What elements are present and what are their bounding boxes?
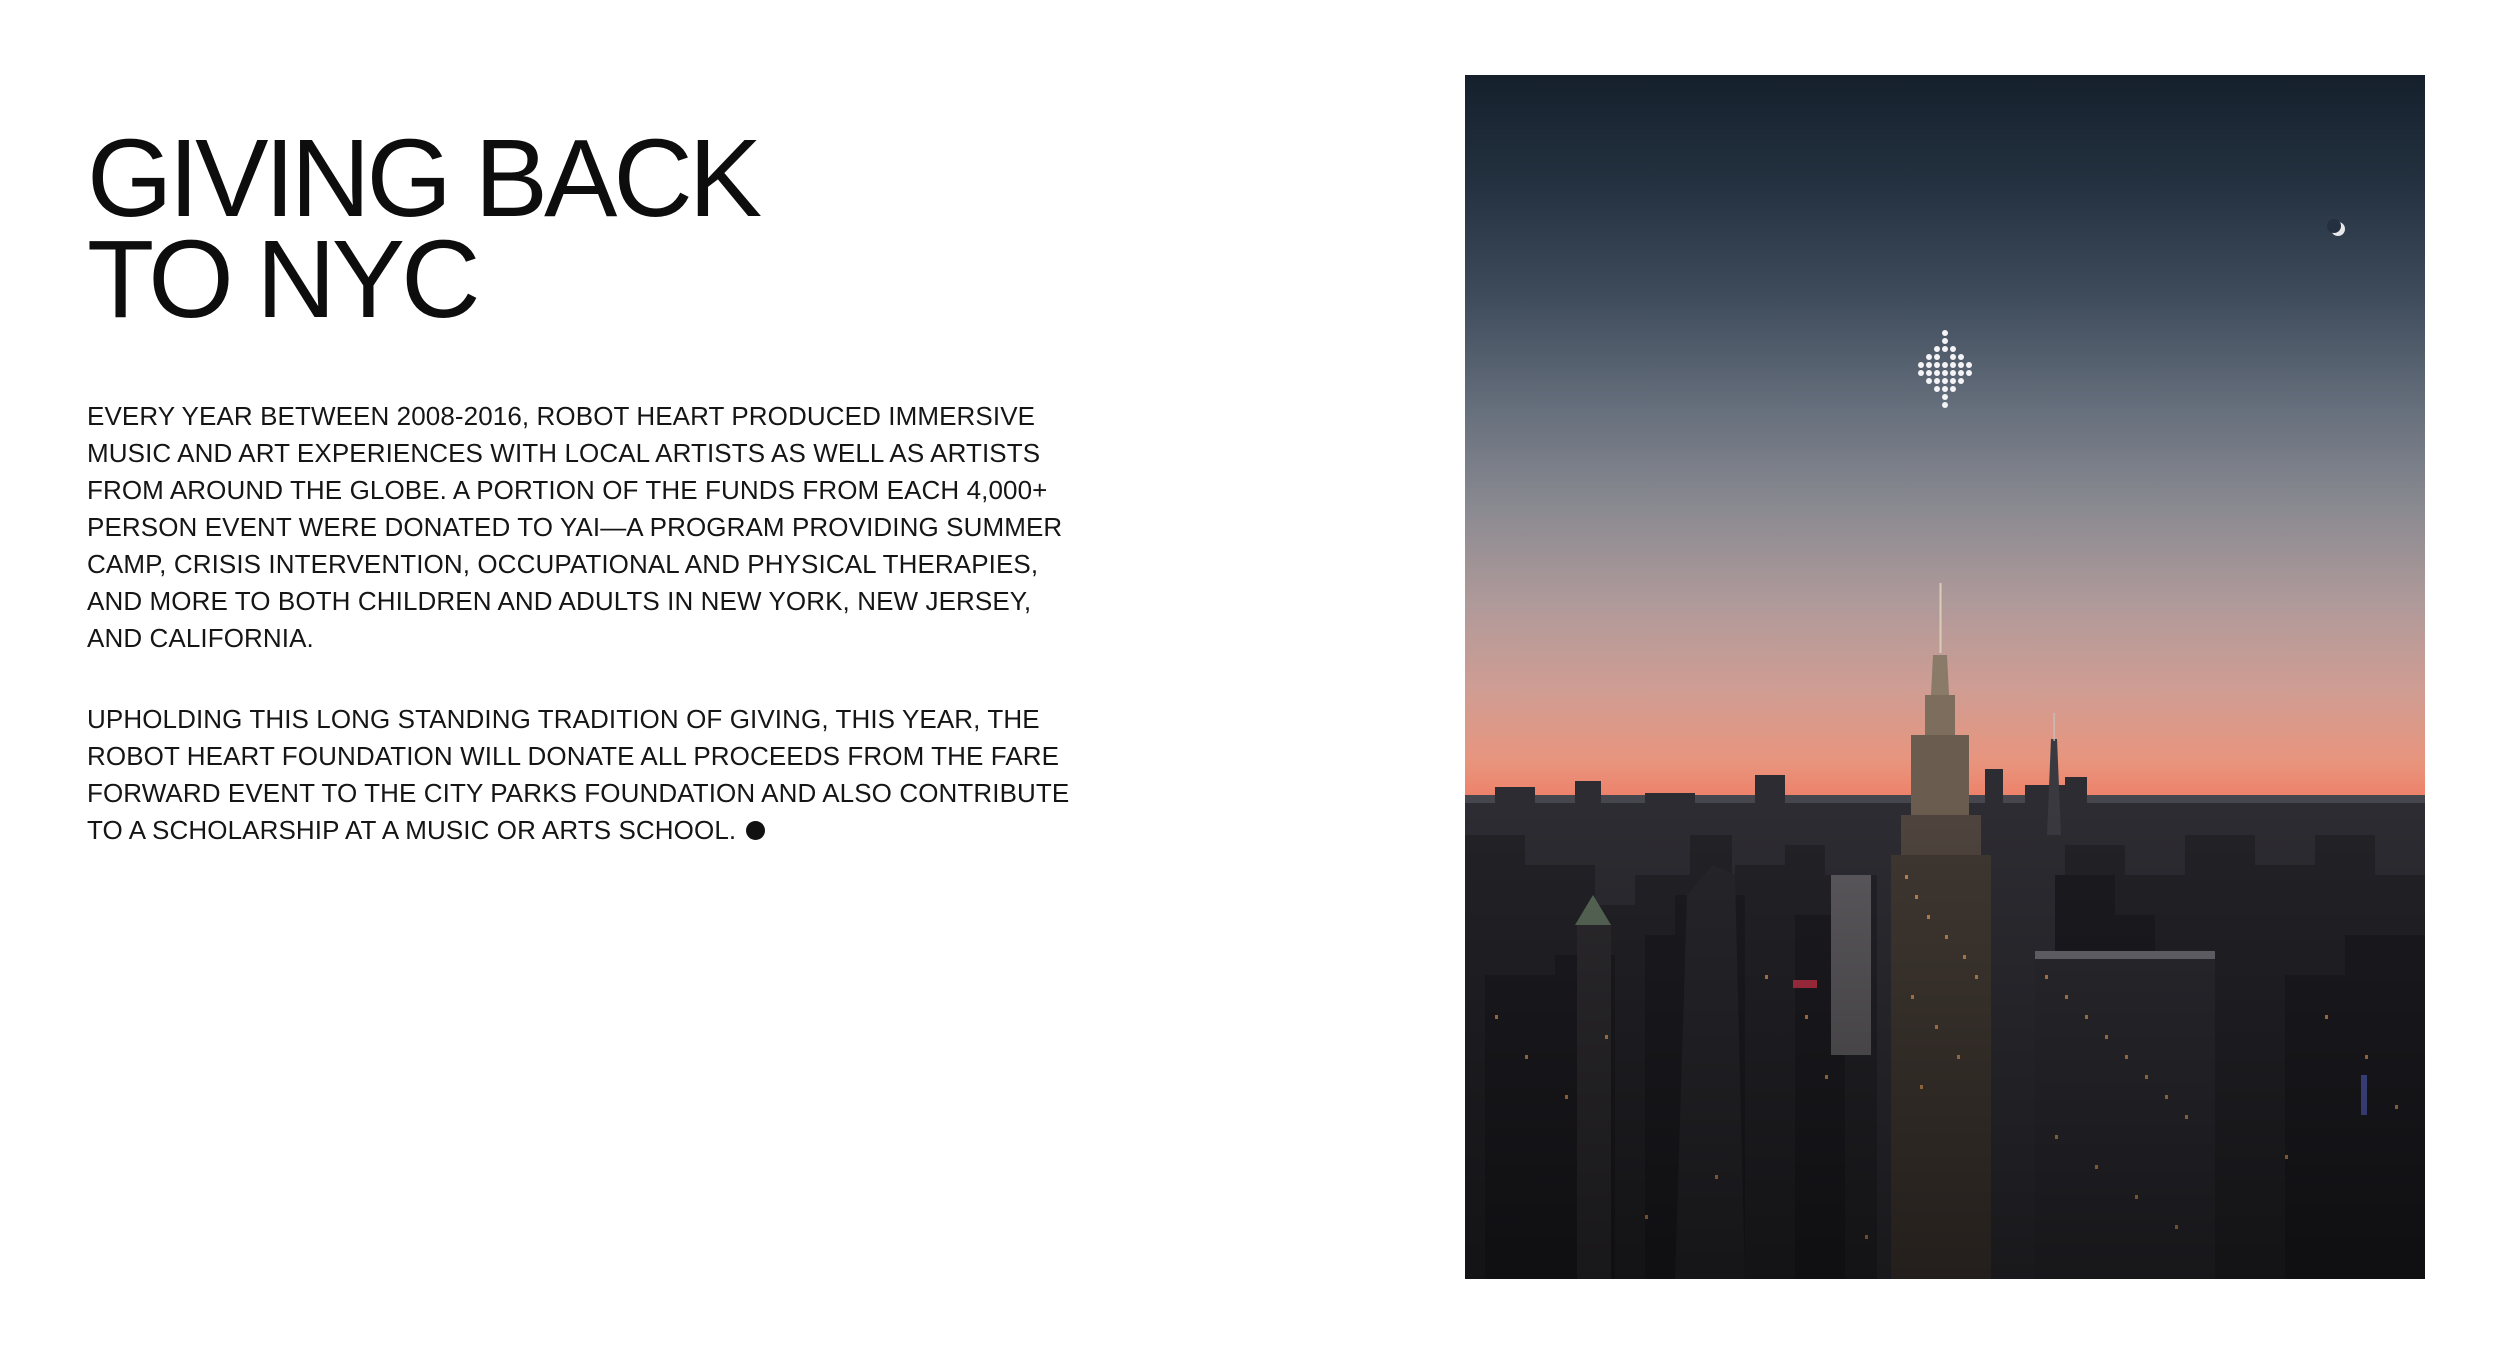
body-paragraph-1: [87, 398, 1072, 657]
giving-back-section: [87, 117, 1087, 849]
page-title: [87, 117, 1087, 341]
body-paragraph-2: [87, 701, 1072, 849]
robot-heart-dotted-logo-icon: [1918, 330, 1972, 408]
body-copy: [87, 398, 1072, 849]
page-title-line-1: GIVING BACK: [87, 117, 759, 240]
crescent-moon-icon: [2327, 219, 2345, 236]
body-paragraph-2-text: UPHOLDING THIS LONG STANDING TRADITION OF GIVING, THIS YEAR, THE ROBOT HEART FOUNDATION WILL DONATE ALL PROCEEDS FROM THE FARE FORWARD EVENT TO THE CITY PARKS FOUNDATION AND ALSO CONTRIBUTE TO A SCHOLARSHIP AT A MUSIC OR ARTS SCHOOL.: [87, 704, 1070, 845]
filled-circle-icon: [746, 821, 765, 840]
nyc-skyline-photo: [1465, 75, 2425, 1279]
nyc-skyline-illustration: [1465, 75, 2425, 1279]
page-title-line-2: TO NYC: [87, 218, 477, 341]
body-paragraph-1-text: EVERY YEAR BETWEEN 2008-2016, ROBOT HEART PRODUCED IMMERSIVE MUSIC AND ART EXPERIENCES WITH LOCAL ARTISTS AS WELL AS ARTISTS FROM AROUND THE GLOBE. A PORTION OF THE FUNDS FROM EACH 4,000+ PERSON EVENT WERE DONATED TO YAI—A PROGRAM PROVIDING SUMMER CAMP, CRISIS INTERVENTION, OCCUPATIONAL AND PHYSICAL THERAPIES, AND MORE TO BOTH CHILDREN AND ADULTS IN NEW YORK, NEW JERSEY, AND CALIFORNIA.: [87, 401, 1063, 653]
